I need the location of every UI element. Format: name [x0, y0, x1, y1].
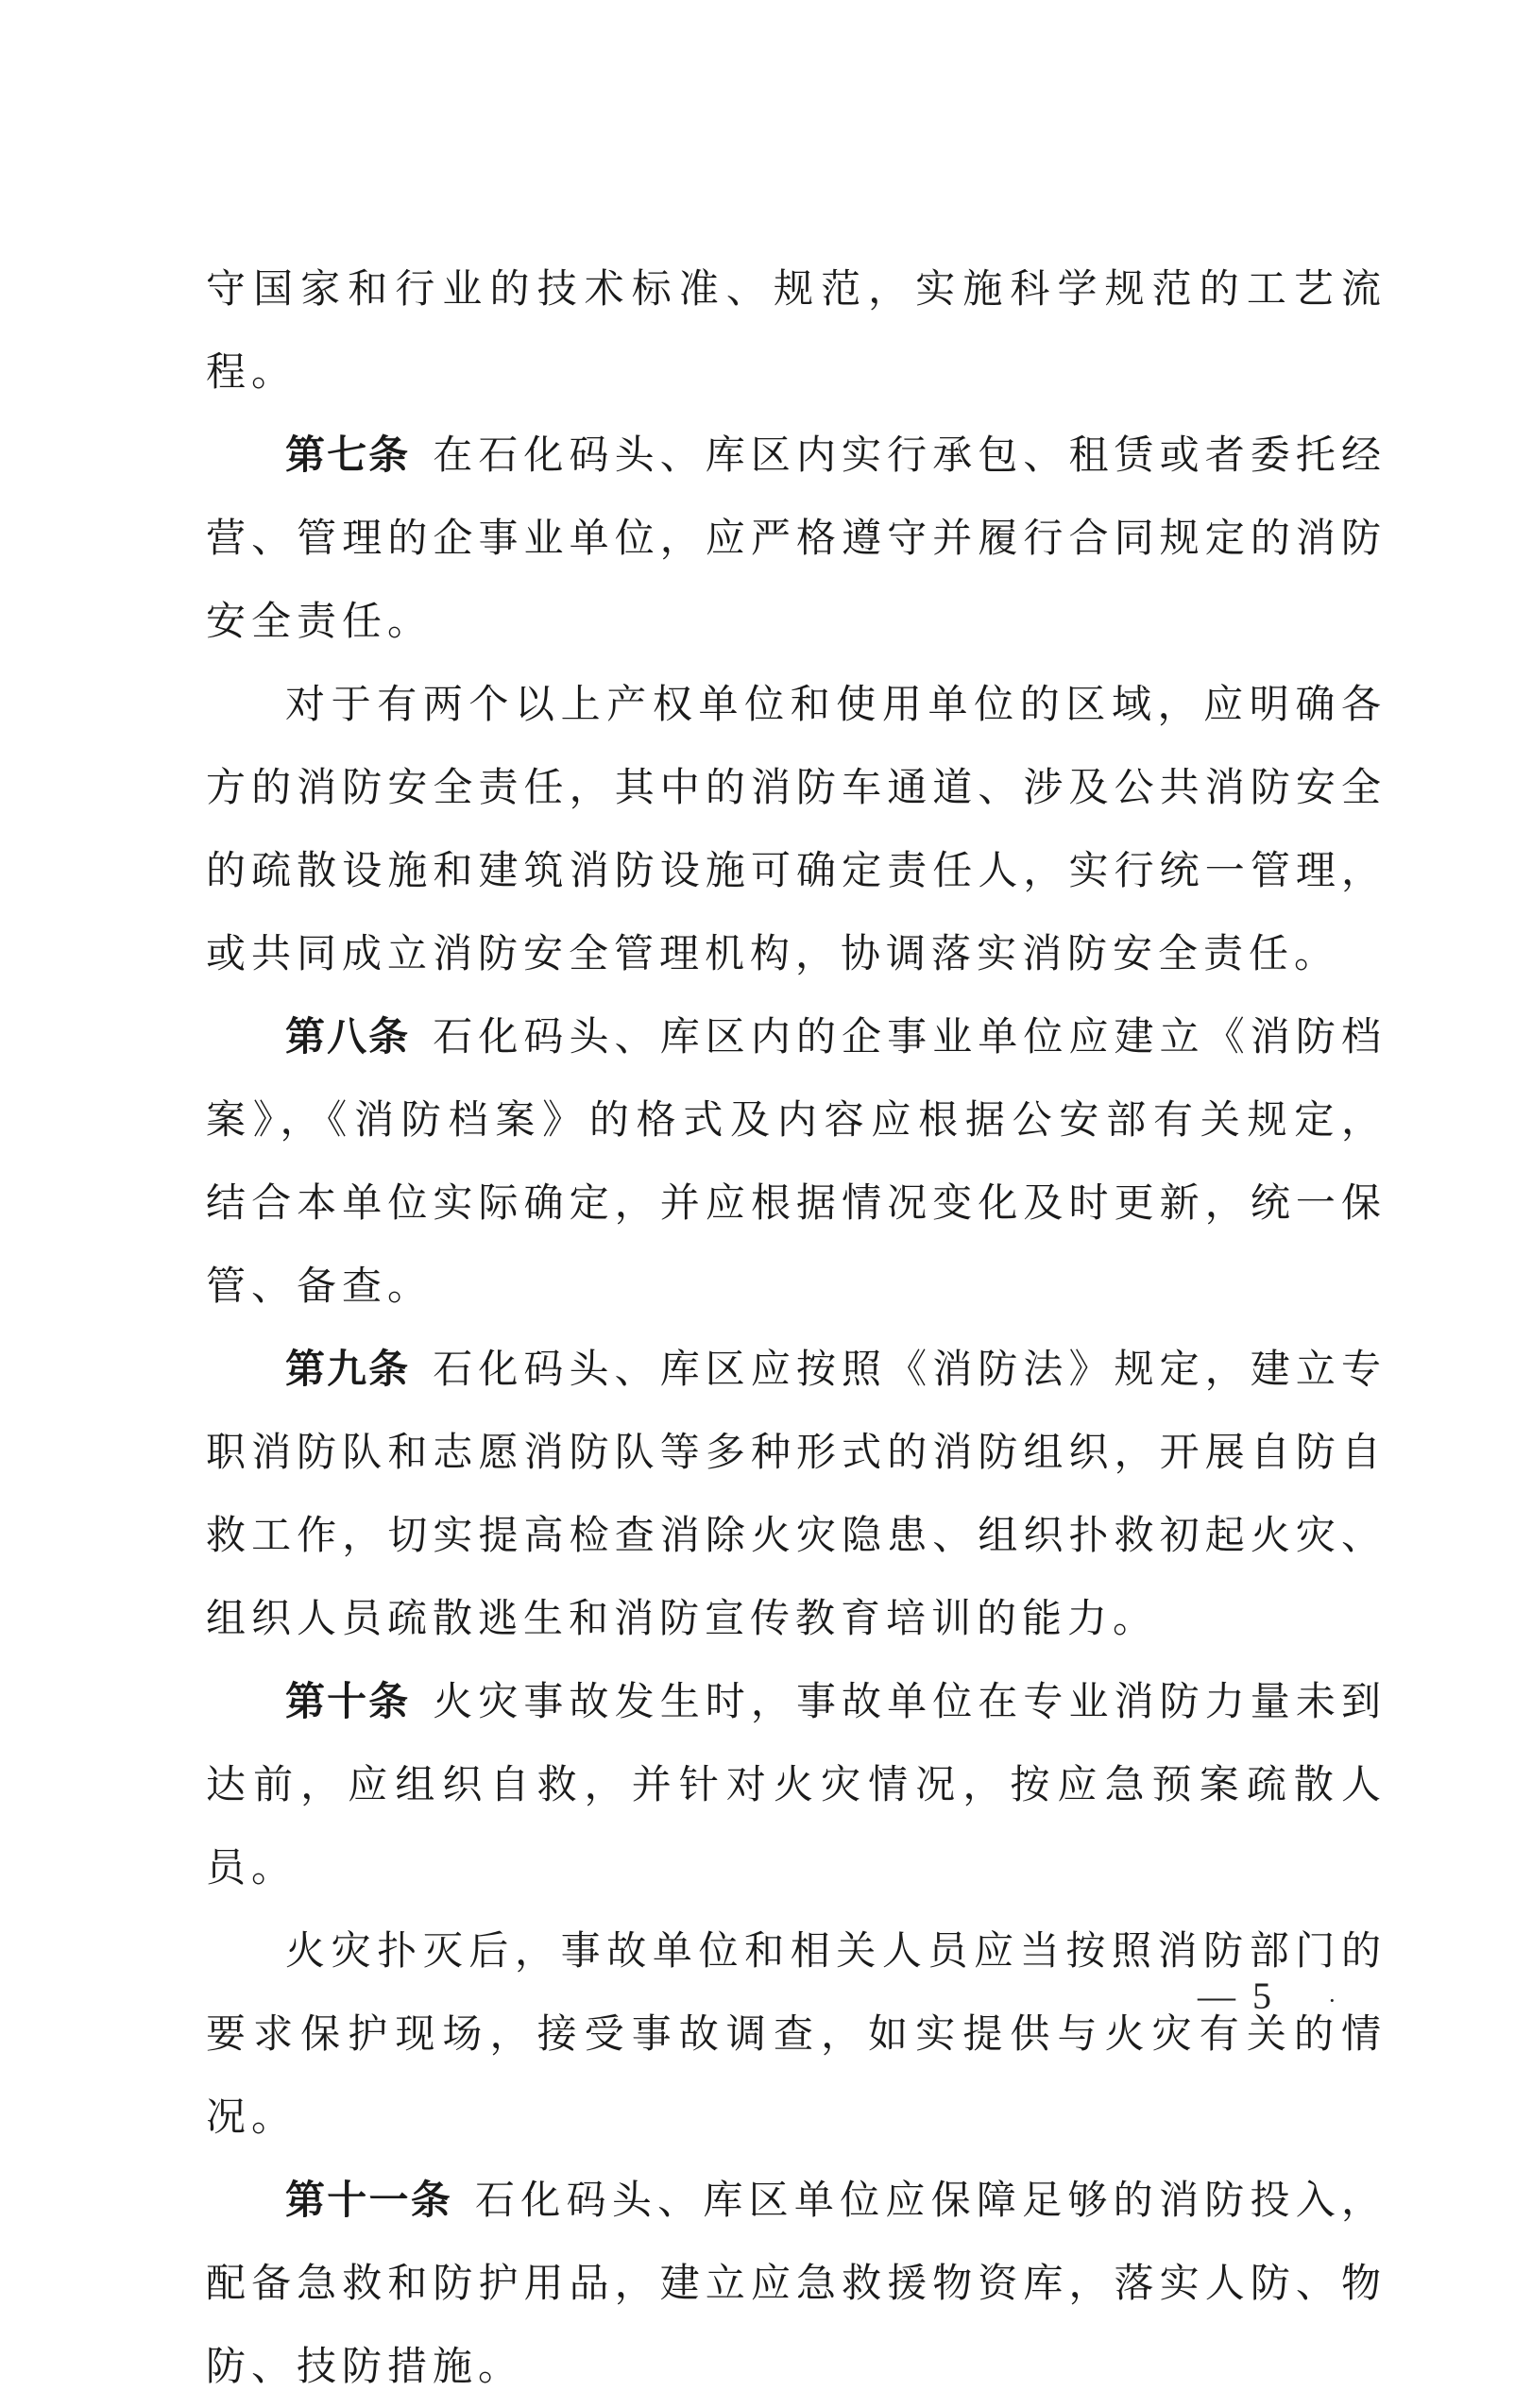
paragraph-text: 石化码头、库区内的企事业单位应建立《消防档案》，《消防档案》的格式及内容应根据公安部有关规定，结合本单位实际确定，并应根据情况变化及时更新，统一保管、备查。	[206, 1013, 1387, 1309]
footer-dash: —	[1198, 1975, 1235, 2017]
page-footer	[1198, 1974, 1336, 2018]
paragraph-article-9	[206, 1328, 1387, 1660]
paragraph-article-8	[206, 995, 1387, 1328]
paragraph-text: 火灾事故发生时，事故单位在专业消防力量未到达前，应组织自救，并针对火灾情况，按应急预案疏散人员。	[206, 1678, 1387, 1891]
paragraph-article-7-clause-2	[206, 663, 1387, 995]
footer-dot: ·	[1328, 1987, 1336, 2014]
paragraph-article-10-clause-2	[206, 1909, 1387, 2159]
paragraph-continued	[206, 247, 1387, 414]
paragraph-text: 石化码头、库区单位应保障足够的消防投入，配备急救和防护用品，建立应急救援物资库，落实人防、物防、技防措施。	[206, 2177, 1387, 2389]
paragraph-text: 火灾扑灭后，事故单位和相关人员应当按照消防部门的要求保护现场，接受事故调查，如实提供与火灾有关的情况。	[206, 1927, 1387, 2140]
article-heading: 第十一条	[285, 2177, 453, 2223]
article-heading: 第七条	[285, 432, 411, 478]
article-heading: 第十条	[285, 1678, 411, 1724]
article-heading: 第八条	[285, 1013, 411, 1060]
paragraph-article-11	[206, 2159, 1387, 2408]
paragraph-text: 在石化码头、库区内实行承包、租赁或者委托经营、管理的企事业单位，应严格遵守并履行合同规定的消防安全责任。	[206, 432, 1387, 644]
article-heading: 第九条	[285, 1346, 411, 1392]
paragraph-text: 石化码头、库区应按照《消防法》规定，建立专职消防队和志愿消防队等多种形式的消防组织，开展自防自救工作，切实提高检查消除火灾隐患、组织扑救初起火灾、组织人员疏散逃生和消防宣传教育培训的能力。	[206, 1346, 1387, 1641]
document-body	[206, 247, 1387, 2408]
paragraph-text: 对于有两个以上产权单位和使用单位的区域，应明确各方的消防安全责任，其中的消防车通道、涉及公共消防安全的疏散设施和建筑消防设施可确定责任人，实行统一管理，或共同成立消防安全管理机构，协调落实消防安全责任。	[206, 681, 1387, 976]
paragraph-article-7	[206, 414, 1387, 663]
page-number: 5	[1252, 1975, 1271, 2017]
paragraph-article-10	[206, 1660, 1387, 1909]
paragraph-text: 守国家和行业的技术标准、规范，实施科学规范的工艺流程。	[206, 265, 1387, 395]
